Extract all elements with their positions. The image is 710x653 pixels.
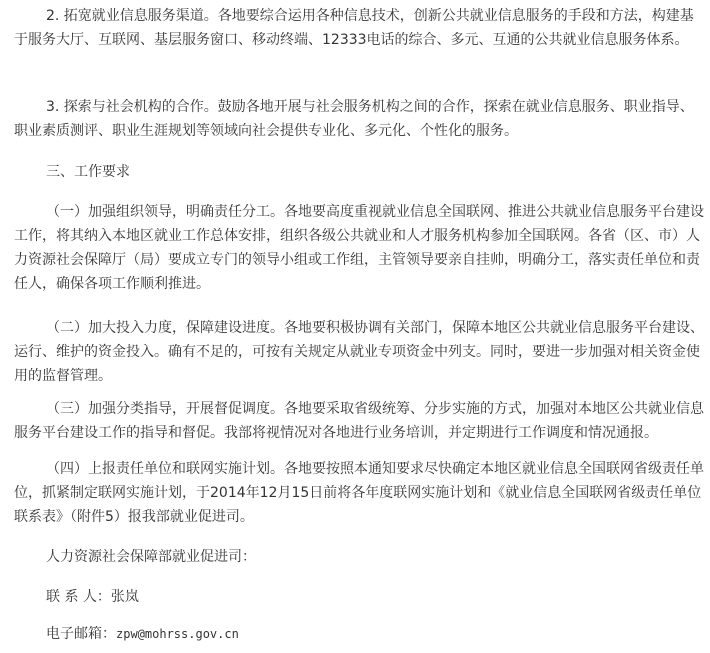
paragraph-report-plan: （四）上报责任单位和联网实施计划。各地要按照本通知要求尽快确定本地区就业信息全国联网省级责任单位，抓紧制定联网实施计划，于2014年12月15日前将各年度联网实施计划和《就业信息全国联网省级责任单位联系表》（附件5）报我部就业促进司。 [14,461,704,525]
paragraph-guidance: （三）加强分类指导，开展督促调度。各地要采取省级统筹、分步实施的方式，加强对本地区公共就业信息服务平台建设工作的指导和督促。我部将视情况对各地进行业务培训，并定期进行工作调度和情况通报。 [14,401,704,441]
paragraph-organization-leadership: （一）加强组织领导，明确责任分工。各地要高度重视就业信息全国联网、推进公共就业信息服务平台建设工作，将其纳入本地区就业工作总体安排，组织各级公共就业和人才服务机构参加全国联网。各省（区、市）人力资源社会保障厅（局）要成立专门的领导小组或工作组，主管领导要亲自挂帅，明确分工，落实责任单位和责任人，确保各项工作顺利推进。 [14,204,704,292]
contact-department: 人力资源社会保障部就业促进司： [46,549,256,565]
paragraph-info-channels: 2. 拓宽就业信息服务渠道。各地要综合运用各种信息技术，创新公共就业信息服务的手段和方法，构建基于服务大厅、互联网、基层服务窗口、移动终端、12333电话的综合、多元、互通的公共就业信息服务体系。 [14,8,694,48]
email-address: zpw@mohrss.gov.cn [116,627,239,641]
paragraph-social-cooperation: 3. 探索与社会机构的合作。鼓励各地开展与社会服务机构之间的合作，探索在就业信息服务、职业指导、职业素质测评、职业生涯规划等领域向社会提供专业化、多元化、个性化的服务。 [14,99,694,139]
section-heading-work-requirements: 三、工作要求 [46,164,130,180]
email-label: 电子邮箱： [46,626,116,642]
paragraph-investment: （二）加大投入力度，保障建设进度。各地要积极协调有关部门，保障本地区公共就业信息服务平台建设、运行、维护的资金投入。确有不足的，可按有关规定从就业专项资金中列支。同时，要进一步加强对相关资金使用的监督管理。 [14,320,704,384]
contact-email-line [46,622,239,646]
contact-person: 联 系 人：张岚 [46,589,139,605]
